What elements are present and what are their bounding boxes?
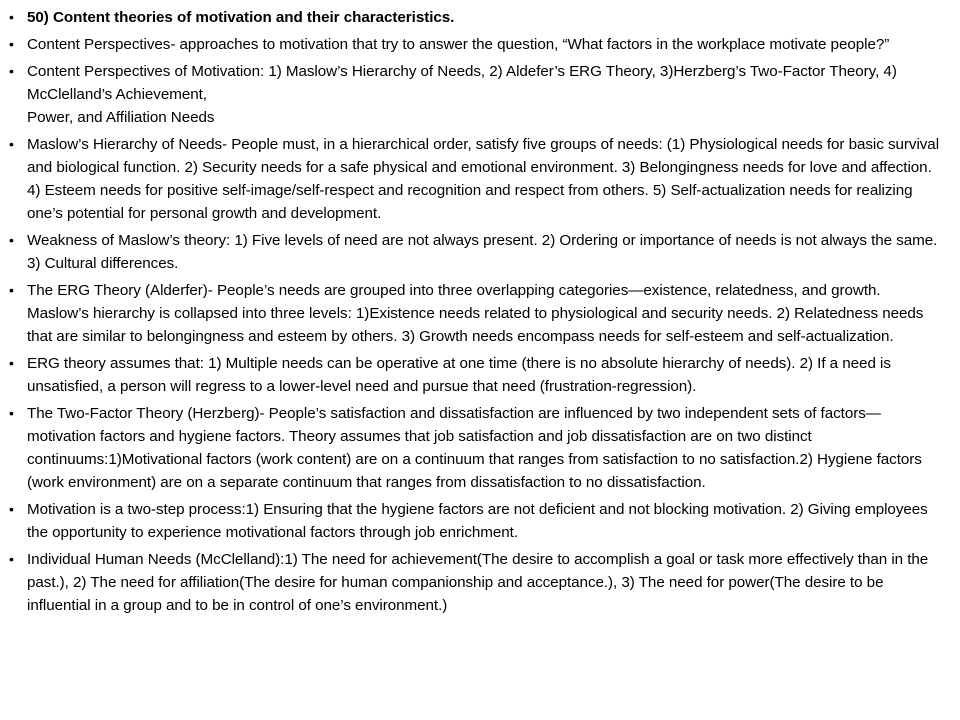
bullet-maslow-hierarchy xyxy=(8,133,946,225)
bullet-mcclelland-needs xyxy=(8,548,946,617)
bullet-content-perspectives xyxy=(8,33,946,56)
bullet-line: Content Perspectives of Motivation: 1) Maslow’s Hierarchy of Needs, 2) Aldefer’s ERG Theory, 3)Herzberg’s Two-Factor Theory, 4) McClelland’s Achievement, xyxy=(27,63,897,103)
bullet-text xyxy=(27,498,946,544)
bullet-text xyxy=(27,548,946,617)
bullet-text xyxy=(27,279,946,348)
bullet-text xyxy=(27,352,946,398)
bullet-line: Weakness of Maslow’s theory: 1) Five levels of need are not always present. 2) Ordering or importance of needs is not always the same. 3) Cultural differences. xyxy=(27,232,938,272)
bullet-line: Individual Human Needs (McClelland):1) The need for achievement(The desire to accomplish a goal or task more effectively than in the past.), 2) The need for affiliation(The desire for human companionship and acceptance.), 3) The need for power(The desire to be influential in a group and to be in control of one’s environment.) xyxy=(27,551,929,614)
bullet-line: Power, and Affiliation Needs xyxy=(27,109,215,126)
bullet-two-step-process xyxy=(8,498,946,544)
heading-text: 50) Content theories of motivation and their characteristics. xyxy=(27,9,455,26)
bullet-dot: • xyxy=(9,282,14,298)
bullet-dot: • xyxy=(9,551,14,567)
bullet-line: Content Perspectives- approaches to motivation that try to answer the question, “What factors in the workplace motivate people?” xyxy=(27,36,890,53)
slide-heading xyxy=(8,6,946,29)
bullet-dot: • xyxy=(9,355,14,371)
bullet-line: Motivation is a two-step process:1) Ensuring that the hygiene factors are not deficient and not blocking motivation. 2) Giving employees the opportunity to experience motivational factors through job enrichment. xyxy=(27,501,928,541)
bullet-text xyxy=(27,60,946,129)
bullet-dot: • xyxy=(9,36,14,52)
bullet-dot: • xyxy=(9,232,14,248)
bullet-text xyxy=(27,33,946,56)
bullet-line: ERG theory assumes that: 1) Multiple needs can be operative at one time (there is no absolute hierarchy of needs). 2) If a need is unsatisfied, a person will regress to a lower-level need and pursue that need (frustration-regression). xyxy=(27,355,891,395)
bullet-two-factor-theory xyxy=(8,402,946,494)
bullet-dot: • xyxy=(9,501,14,517)
bullet-line: The Two-Factor Theory (Herzberg)- People’s satisfaction and dissatisfaction are influenced by two independent sets of factors—motivation factors and hygiene factors. Theory assumes that job satisfaction and job dissatisfaction are on two distinct continuums:1)Motivational factors (work content) are on a continuum that ranges from satisfaction to no satisfaction.2) Hygiene factors (work environment) are on a separate continuum that ranges from dissatisfaction to no dissatisfaction. xyxy=(27,405,922,491)
bullet-perspectives-list xyxy=(8,60,946,129)
bullet-dot: • xyxy=(9,136,14,152)
bullet-line: Maslow’s Hierarchy of Needs- People must, in a hierarchical order, satisfy five groups of needs: (1) Physiological needs for basic survival and biological function. 2) Security needs for a safe physical and emotional environment. 3) Belongingness needs for love and affection. 4) Esteem needs for positive self-image/self-respect and recognition and respect from others. 5) Self-actualization needs for realizing one’s potential for personal growth and development. xyxy=(27,136,940,222)
bullet-list xyxy=(8,6,946,617)
bullet-line: The ERG Theory (Alderfer)- People’s needs are grouped into three overlapping categories—existence, relatedness, and growth. Maslow’s hierarchy is collapsed into three levels: 1)Existence needs related to physiological and security needs. 2) Relatedness needs that are similar to belongingness and esteem by others. 3) Growth needs encompass needs for self-esteem and self-actualization. xyxy=(27,282,924,345)
bullet-maslow-weakness xyxy=(8,229,946,275)
bullet-dot: • xyxy=(9,9,14,25)
bullet-text xyxy=(27,402,946,494)
bullet-text xyxy=(27,133,946,225)
bullet-erg-assumptions xyxy=(8,352,946,398)
bullet-dot: • xyxy=(9,63,14,79)
bullet-erg-theory xyxy=(8,279,946,348)
bullet-dot: • xyxy=(9,405,14,421)
bullet-text xyxy=(27,229,946,275)
